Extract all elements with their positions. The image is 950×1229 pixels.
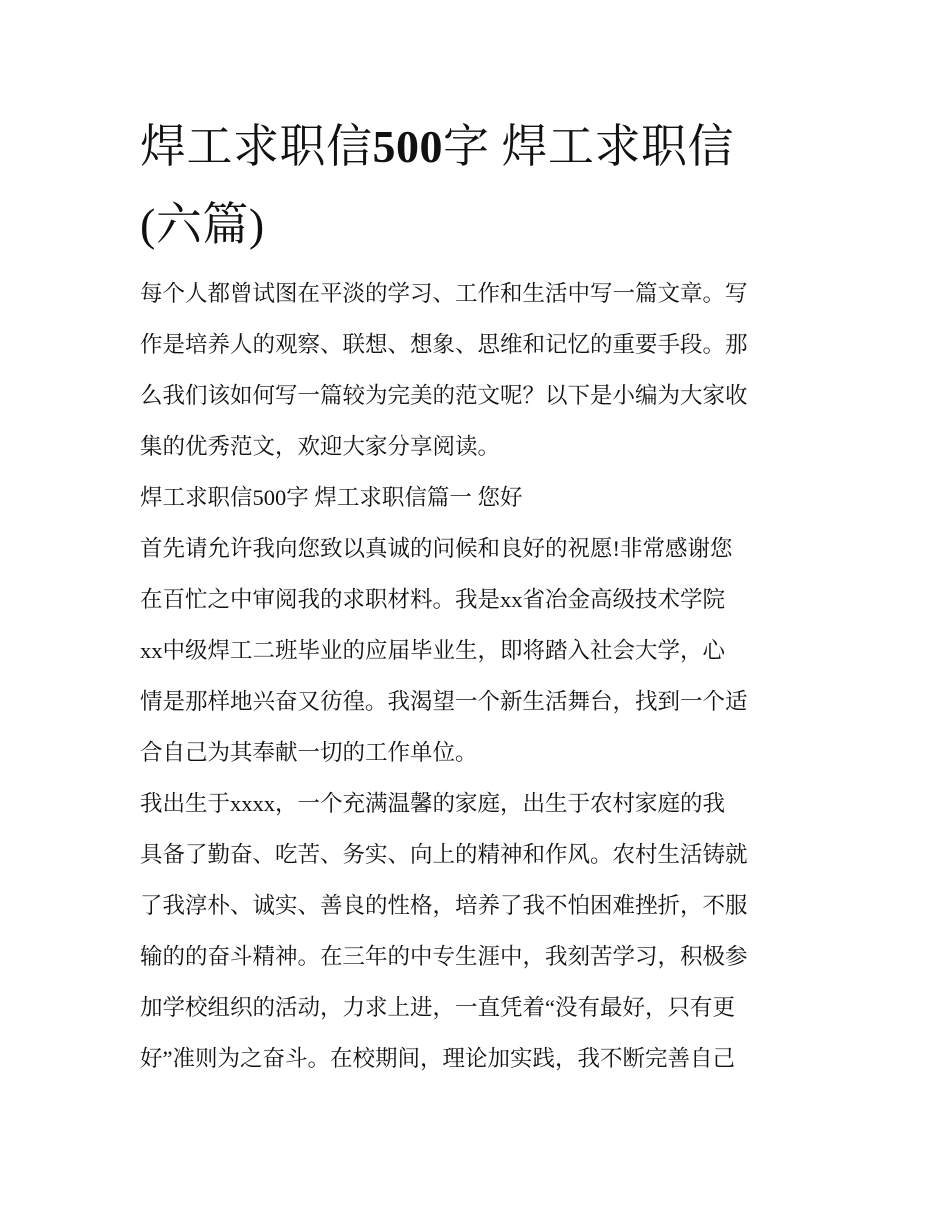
text-line: 好”准则为之奋斗。在校期间，理论加实践，我不断完善自己 bbox=[140, 1046, 735, 1071]
letter-paragraph-2 bbox=[140, 778, 812, 1084]
title-number: 500 bbox=[372, 121, 443, 172]
intro-paragraph bbox=[140, 268, 812, 472]
letter-paragraph-1 bbox=[140, 523, 812, 778]
text-line: 焊工求职信500字 焊工求职信篇一 您好 bbox=[140, 485, 523, 510]
text-line: xx中级焊工二班毕业的应届毕业生，即将踏入社会大学，心 bbox=[140, 638, 726, 663]
text-line: 在百忙之中审阅我的求职材料。我是xx省冶金高级技术学院 bbox=[140, 587, 726, 612]
text-line: 具备了勤奋、吃苦、务实、向上的精神和作风。农村生活铸就 bbox=[140, 842, 748, 867]
section-heading bbox=[140, 472, 812, 523]
text-line: 集的优秀范文，欢迎大家分享阅读。 bbox=[140, 434, 501, 459]
text-line: 首先请允许我向您致以真诚的问候和良好的祝愿!非常感谢您 bbox=[140, 536, 733, 561]
title-line-1: 焊工求职信500字 焊工求职信 bbox=[140, 121, 734, 172]
text-line: 我出生于xxxx，一个充满温馨的家庭，出生于农村家庭的我 bbox=[140, 791, 726, 816]
text-line: 每个人都曾试图在平淡的学习、工作和生活中写一篇文章。写 bbox=[140, 281, 748, 306]
text-line: 作是培养人的观察、联想、想象、思维和记忆的重要手段。那 bbox=[140, 332, 748, 357]
text-line: 合自己为其奉献一切的工作单位。 bbox=[140, 740, 478, 765]
text-line: 么我们该如何写一篇较为完美的范文呢？以下是小编为大家收 bbox=[140, 383, 748, 408]
document-body bbox=[140, 108, 812, 1084]
title-line-2: (六篇) bbox=[140, 199, 265, 250]
text-line: 了我淳朴、诚实、善良的性格，培养了我不怕困难挫折，不服 bbox=[140, 893, 748, 918]
document-title bbox=[140, 108, 812, 264]
text-line: 输的的奋斗精神。在三年的中专生涯中，我刻苦学习，积极参 bbox=[140, 944, 748, 969]
text-line: 加学校组织的活动，力求上进，一直凭着“没有最好，只有更 bbox=[140, 995, 735, 1020]
text-line: 情是那样地兴奋又彷徨。我渴望一个新生活舞台，找到一个适 bbox=[140, 689, 748, 714]
